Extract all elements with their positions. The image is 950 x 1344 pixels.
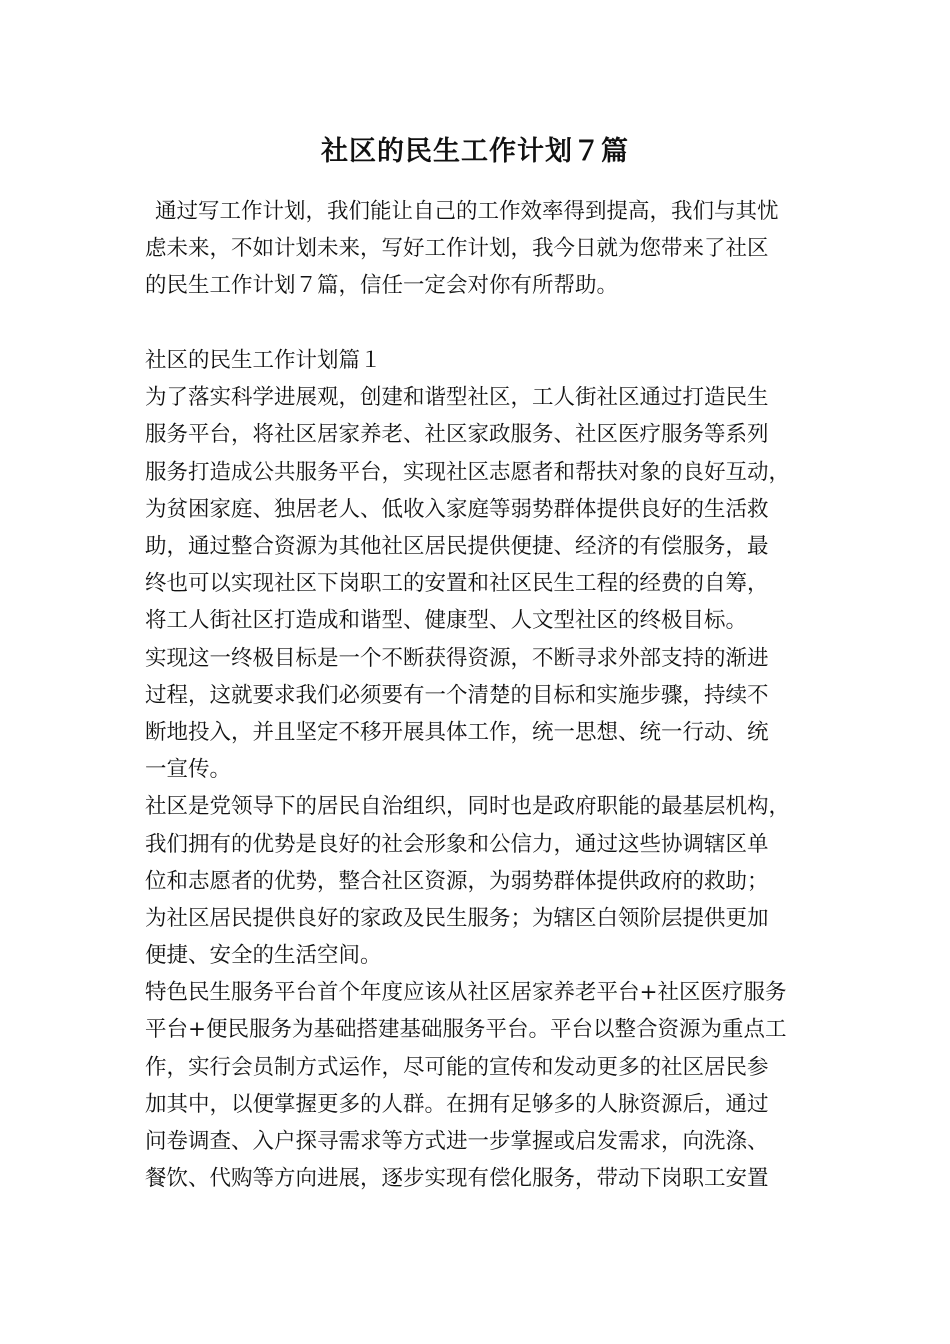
document-body xyxy=(145,193,810,1197)
body-line: 为社区居民提供良好的家政及民生服务；为辖区白领阶层提供更加 xyxy=(145,905,769,931)
intro-paragraph xyxy=(145,193,810,305)
body-line: 加其中，以便掌握更多的人群。在拥有足够多的人脉资源后，通过 xyxy=(145,1091,769,1117)
body-line: 问卷调查、入户探寻需求等方式进一步掌握或启发需求，向洗涤、 xyxy=(145,1129,769,1154)
body-line: 为了落实科学进展观，创建和谐型社区，工人街社区通过打造民生 xyxy=(145,385,769,411)
body-line: 服务打造成公共服务平台，实现社区志愿者和帮扶对象的良好互动， xyxy=(145,459,791,485)
body-line: 特色民生服务平台首个年度应该从社区居家养老平台+社区医疗服务 xyxy=(145,980,787,1006)
body-line: 一宣传。 xyxy=(145,757,232,783)
section-body xyxy=(145,379,810,1197)
body-line: 为贫困家庭、独居老人、低收入家庭等弱势群体提供良好的生活救 xyxy=(145,496,769,522)
body-line: 餐饮、代购等方向进展，逐步实现有偿化服务，带动下岗职工安置 xyxy=(145,1166,769,1192)
body-line: 平台+便民服务为基础搭建基础服务平台。平台以整合资源为重点工 xyxy=(145,1017,787,1043)
body-line: 我们拥有的优势是良好的社会形象和公信力，通过这些协调辖区单 xyxy=(145,831,769,857)
body-line: 服务平台，将社区居家养老、社区家政服务、社区医疗服务等系列 xyxy=(145,422,769,448)
body-line: 过程，这就要求我们必须要有一个清楚的目标和实施步骤，持续不 xyxy=(145,682,769,708)
intro-line: 通过写工作计划，我们能让自己的工作效率得到提高，我们与其忧 xyxy=(155,199,779,224)
body-line: 便捷、安全的生活空间。 xyxy=(145,943,382,969)
body-line: 位和志愿者的优势，整合社区资源，为弱势群体提供政府的救助； xyxy=(145,868,769,894)
body-line: 社区是党领导下的居民自治组织，同时也是政府职能的最基层机构， xyxy=(145,794,791,820)
body-line: 将工人街社区打造成和谐型、健康型、人文型社区的终极目标。 xyxy=(145,608,748,634)
body-line: 助，通过整合资源为其他社区居民提供便捷、经济的有偿服务，最 xyxy=(145,534,769,559)
intro-line: 虑未来，不如计划未来，写好工作计划，我今日就为您带来了社区 xyxy=(145,236,769,262)
body-line: 实现这一终极目标是一个不断获得资源，不断寻求外部支持的渐进 xyxy=(145,645,769,671)
body-line: 断地投入，并且坚定不移开展具体工作，统一思想、统一行动、统 xyxy=(145,719,769,745)
paragraph-spacer xyxy=(145,305,810,343)
document-title: 社区的民生工作计划７篇 xyxy=(321,136,629,167)
intro-line: 的民生工作计划７篇，信任一定会对你有所帮助。 xyxy=(145,273,619,299)
section-heading: 社区的民生工作计划篇１ xyxy=(145,348,382,374)
body-line: 终也可以实现社区下岗职工的安置和社区民生工程的经费的自筹， xyxy=(145,571,769,597)
body-line: 作，实行会员制方式运作，尽可能的宣传和发动更多的社区居民参 xyxy=(145,1054,769,1080)
